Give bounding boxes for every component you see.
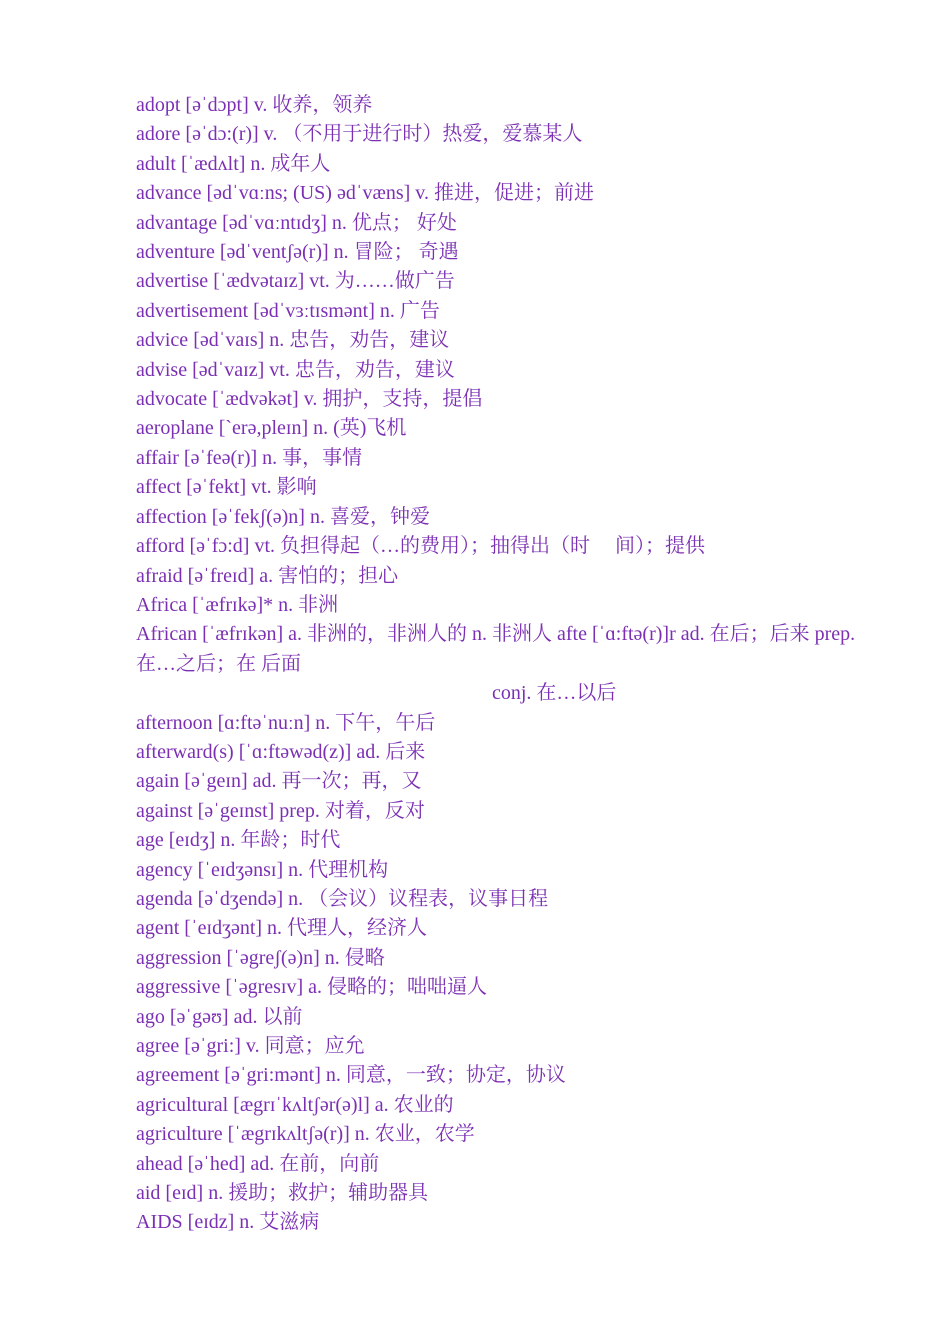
vocabulary-entry: affect [əˈfekt] vt. 影响 — [136, 476, 317, 499]
vocabulary-entry: agriculture [ˈægrɪkʌltʃə(r)] n. 农业，农学 — [136, 1123, 475, 1146]
vocabulary-entry: advocate [ˈædvəkət] v. 拥护，支持，提倡 — [136, 388, 483, 411]
vocabulary-entry: adult [ˈædʌlt] n. 成年人 — [136, 152, 331, 175]
vocabulary-entry: affair [əˈfeə(r)] n. 事，事情 — [136, 446, 363, 469]
vocabulary-entry: advertisement [ədˈvɜːtɪsmənt] n. 广告 — [136, 299, 440, 322]
vocabulary-entry: agenda [əˈdʒendə] n. （会议）议程表，议事日程 — [136, 887, 549, 910]
vocabulary-entry: ahead [əˈhed] ad. 在前，向前 — [136, 1152, 380, 1175]
vocabulary-entry: aggression [ˈəgreʃ(ə)n] n. 侵略 — [136, 946, 385, 969]
vocabulary-entry: advantage [ədˈvɑːntɪdʒ] n. 优点； 好处 — [136, 211, 457, 234]
vocabulary-entry: adventure [ədˈventʃə(r)] n. 冒险； 奇遇 — [136, 241, 459, 264]
vocabulary-entry: agency [ˈeɪdʒənsɪ] n. 代理机构 — [136, 858, 389, 881]
vocabulary-entry: afterward(s) [ˈɑ:ftəwəd(z)] ad. 后来 — [136, 740, 426, 763]
continuation-text: conj. 在…以后 — [492, 682, 617, 705]
vocabulary-entry: AIDS [eɪdz] n. 艾滋病 — [136, 1211, 320, 1234]
vocabulary-entry: African [ˈæfrɪkən] a. 非洲的，非洲人的 n. 非洲人 afte [ˈɑ:ftə(r)]r ad. 在后；后来 prep. 在…之后；在 后面 — [136, 623, 856, 675]
vocabulary-entry: aeroplane [`erə,pleɪn] n. (英)飞机 — [136, 417, 407, 440]
vocabulary-entry: again [əˈgeɪn] ad. 再一次；再，又 — [136, 770, 422, 793]
vocabulary-entry: agree [əˈgri:] v. 同意；应允 — [136, 1035, 365, 1057]
vocabulary-entry: afternoon [ɑ:ftəˈnuːn] n. 下午，午后 — [136, 711, 436, 734]
vocabulary-entry: against [əˈgeɪnst] prep. 对着，反对 — [136, 799, 425, 822]
vocabulary-entry: age [eɪdʒ] n. 年龄；时代 — [136, 829, 341, 852]
vocabulary-entry: Africa [ˈæfrɪkə]* n. 非洲 — [136, 593, 339, 616]
vocabulary-entry: adopt [əˈdɔpt] v. 收养，领养 — [136, 94, 373, 116]
vocabulary-entry: advice [ədˈvaɪs] n. 忠告，劝告，建议 — [136, 329, 450, 352]
vocabulary-entry: advance [ədˈvɑːns; (US) ədˈvæns] v. 推进，促进；前进 — [136, 182, 594, 205]
vocabulary-entry-continuation — [136, 679, 871, 708]
vocabulary-entry: adore [əˈdɔ:(r)] v. （不用于进行时）热爱，爱慕某人 — [136, 123, 583, 146]
vocabulary-entry: ago [əˈgəʊ] ad. 以前 — [136, 1005, 303, 1028]
vocabulary-entry: agreement [əˈgri:mənt] n. 同意，一致；协定，协议 — [136, 1064, 566, 1087]
vocabulary-entry: affection [əˈfekʃ(ə)n] n. 喜爱，钟爱 — [136, 505, 430, 528]
vocabulary-entry: agricultural [ægrɪˈkʌltʃər(ə)l] a. 农业的 — [136, 1093, 454, 1116]
vocabulary-entry: afford [əˈfɔ:d] vt. 负担得起（…的费用）；抽得出（时 间）；提供 — [136, 535, 706, 558]
vocabulary-entry: agent [ˈeɪdʒənt] n. 代理人，经济人 — [136, 917, 428, 940]
vocabulary-entry: aggressive [ˈəgresɪv] a. 侵略的；咄咄逼人 — [136, 976, 488, 999]
vocabulary-entry: aid [eɪd] n. 援助；救护；辅助器具 — [136, 1182, 429, 1205]
vocabulary-entry: advise [ədˈvaɪz] vt. 忠告，劝告，建议 — [136, 358, 455, 381]
vocabulary-entry: afraid [əˈfreɪd] a. 害怕的；担心 — [136, 564, 399, 587]
vocabulary-list — [136, 91, 871, 1238]
vocabulary-entry: advertise [ˈædvətaɪz] vt. 为……做广告 — [136, 270, 455, 293]
